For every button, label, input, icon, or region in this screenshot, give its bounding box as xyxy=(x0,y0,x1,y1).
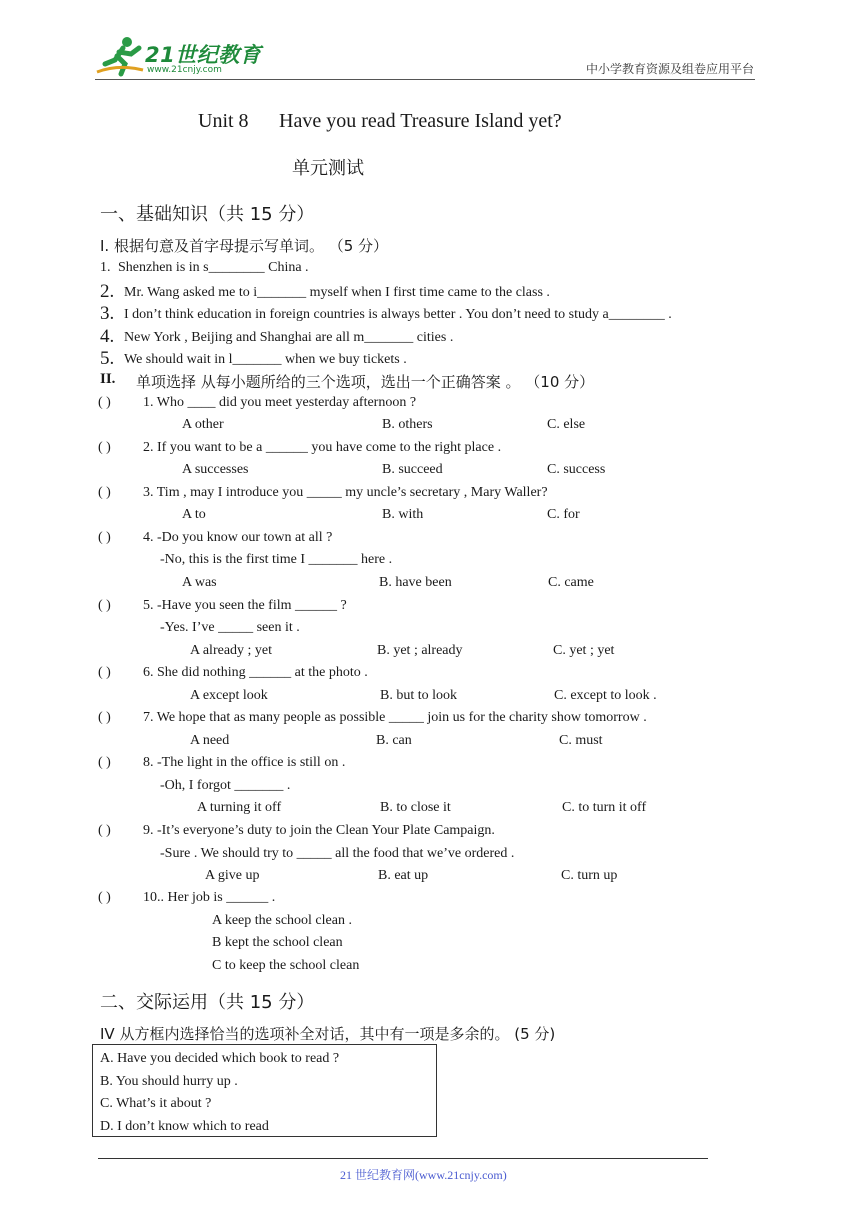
option-b: B. yet ; already xyxy=(377,643,463,658)
option-a: A other xyxy=(182,417,224,432)
option-c: C. else xyxy=(547,417,586,432)
unit-title: Have you read Treasure Island yet? xyxy=(279,110,562,132)
question-text: 7. We hope that as many people as possible _____ join us for the charity show tomorrow . xyxy=(143,710,647,725)
answer-blank: ( ) xyxy=(98,755,111,770)
option-a: A to xyxy=(182,507,206,522)
question-text: We should wait in l_______ when we buy tickets . xyxy=(124,352,407,367)
option-a: A was xyxy=(182,575,217,590)
question-reply: -No, this is the first time I _______ here . xyxy=(160,552,393,567)
option-c: C. to turn it off xyxy=(562,800,647,815)
option-c: C. must xyxy=(559,733,603,748)
option-b: B. eat up xyxy=(378,868,429,883)
part-heading: 单项选择 从每小题所给的三个选项，选出一个正确答案 。 （10 分） xyxy=(136,373,595,391)
option-b: B. with xyxy=(382,507,424,522)
header-platform-text: 中小学教育资源及组卷应用平台 xyxy=(585,62,754,76)
footer-divider xyxy=(98,1158,708,1159)
option-c: C. for xyxy=(547,507,580,522)
question-number: 3. xyxy=(100,303,115,324)
question-number: 1. xyxy=(100,260,111,275)
question-text: 9. -It’s everyone’s duty to join the Clean Your Plate Campaign. xyxy=(143,823,495,838)
page-subtitle: 单元测试 xyxy=(292,158,364,179)
answer-blank: ( ) xyxy=(98,485,111,500)
option-b: B. but to look xyxy=(380,688,458,703)
option-a: A need xyxy=(190,733,230,748)
question-reply: -Yes. I’ve _____ seen it . xyxy=(160,620,300,635)
question-text: 1. Who ____ did you meet yesterday afternoon ? xyxy=(143,395,417,410)
question-text: 5. -Have you seen the film ______ ? xyxy=(143,598,347,613)
question-number: 5. xyxy=(100,348,115,369)
logo-url: www.21cnjy.com xyxy=(147,65,222,75)
option-b: B. others xyxy=(382,417,433,432)
question-reply: -Sure . We should try to _____ all the food that we’ve ordered . xyxy=(160,846,515,861)
runner-logo-icon xyxy=(95,34,145,78)
site-logo xyxy=(95,34,265,80)
option-c: C to keep the school clean xyxy=(212,958,360,973)
question-number: 2. xyxy=(100,281,115,302)
question-text: New York , Beijing and Shanghai are all m_______ cities . xyxy=(124,330,454,345)
box-option: C. What’s it about ? xyxy=(100,1096,212,1111)
part-number: II. xyxy=(100,371,116,387)
question-reply: -Oh, I forgot _______ . xyxy=(160,778,291,793)
box-option: B. You should hurry up . xyxy=(100,1074,238,1089)
option-b: B. to close it xyxy=(380,800,451,815)
question-text: 2. If you want to be a ______ you have come to the right place . xyxy=(143,440,502,455)
option-b: B kept the school clean xyxy=(212,935,343,950)
option-a: A except look xyxy=(190,688,268,703)
option-a: A keep the school clean . xyxy=(212,913,352,928)
question-text: 6. She did nothing ______ at the photo . xyxy=(143,665,368,680)
question-text: 4. -Do you know our town at all ? xyxy=(143,530,333,545)
option-c: C. came xyxy=(548,575,594,590)
question-text: 8. -The light in the office is still on . xyxy=(143,755,346,770)
answer-blank: ( ) xyxy=(98,665,111,680)
answer-blank: ( ) xyxy=(98,395,111,410)
option-b: B. succeed xyxy=(382,462,443,477)
question-text: Shenzhen is in s________ China . xyxy=(118,260,309,275)
box-option: A. Have you decided which book to read ? xyxy=(100,1051,340,1066)
answer-blank: ( ) xyxy=(98,530,111,545)
footer-text: 21 世纪教育网(www.21cnjy.com) xyxy=(340,1168,507,1182)
question-text: I don’t think education in foreign countries is always better . You don’t need to study a________ . xyxy=(124,307,672,322)
option-b: B. can xyxy=(376,733,412,748)
header-divider xyxy=(95,79,755,80)
part-heading: IV 从方框内选择恰当的选项补全对话，其中有一项是多余的。 (5 分) xyxy=(100,1025,556,1043)
answer-blank: ( ) xyxy=(98,598,111,613)
option-a: A turning it off xyxy=(197,800,282,815)
section-heading: 二、交际运用（共 15 分） xyxy=(100,992,315,1013)
option-c: C. turn up xyxy=(561,868,618,883)
question-text: 10.. Her job is ______ . xyxy=(143,890,276,905)
box-option: D. I don’t know which to read xyxy=(100,1119,269,1134)
option-b: B. have been xyxy=(379,575,452,590)
option-a: A give up xyxy=(205,868,260,883)
section-heading: 一、基础知识（共 15 分） xyxy=(100,204,315,225)
question-text: 3. Tim , may I introduce you _____ my uncle’s secretary , Mary Waller? xyxy=(143,485,548,500)
logo-text: 21世纪教育 xyxy=(145,43,262,67)
option-a: A successes xyxy=(182,462,249,477)
part-heading: I. 根据句意及首字母提示写单词。 （5 分） xyxy=(100,237,389,255)
answer-blank: ( ) xyxy=(98,440,111,455)
option-c: C. yet ; yet xyxy=(553,643,615,658)
answer-blank: ( ) xyxy=(98,823,111,838)
answer-blank: ( ) xyxy=(98,890,111,905)
option-c: C. success xyxy=(547,462,606,477)
unit-label: Unit 8 xyxy=(198,110,249,132)
option-a: A already ; yet xyxy=(190,643,273,658)
question-number: 4. xyxy=(100,326,115,347)
answer-blank: ( ) xyxy=(98,710,111,725)
option-c: C. except to look . xyxy=(554,688,657,703)
question-text: Mr. Wang asked me to i_______ myself when I first time came to the class . xyxy=(124,285,550,300)
